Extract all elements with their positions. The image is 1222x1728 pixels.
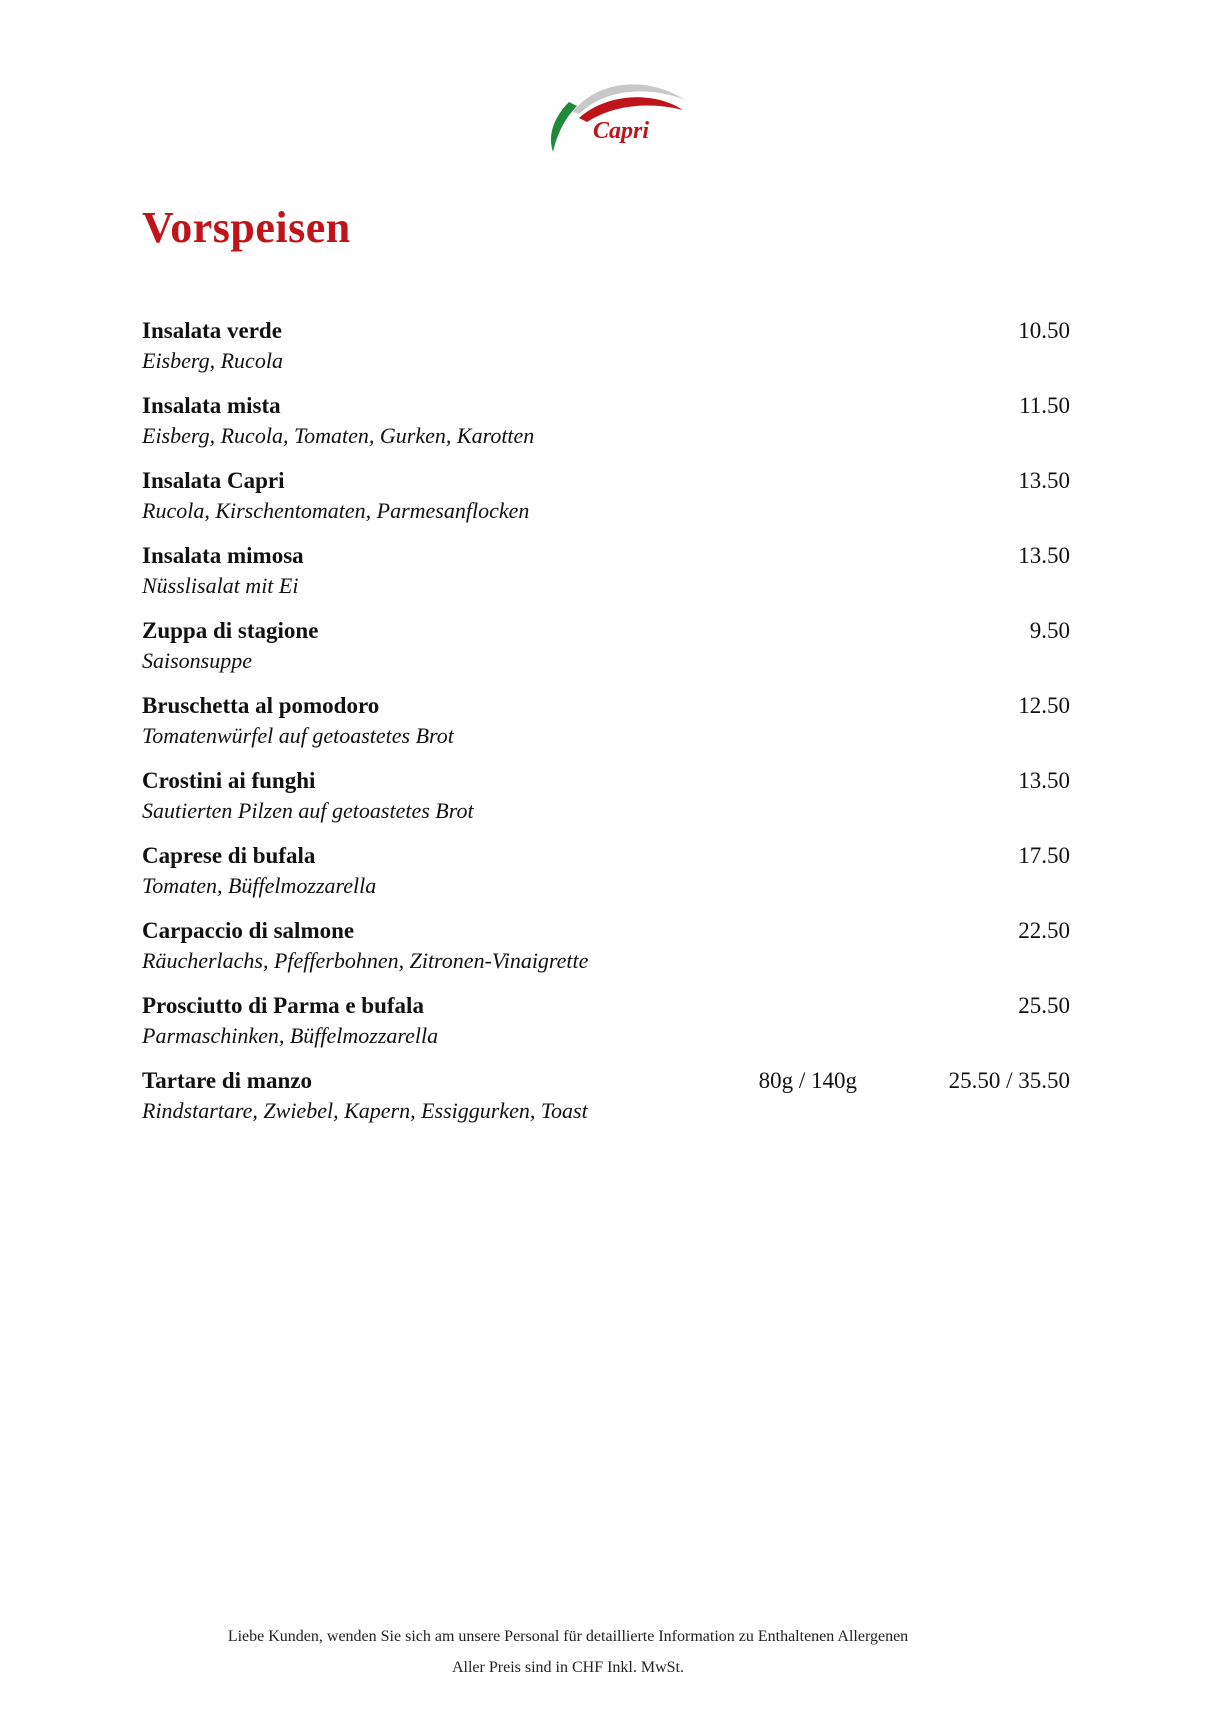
item-name: Insalata mista <box>142 393 281 418</box>
item-price: 17.50 <box>1018 843 1070 868</box>
item-price: 9.50 <box>1029 618 1070 643</box>
item-name: Insalata verde <box>142 318 282 343</box>
item-description: Räucherlachs, Pfefferbohnen, Zitronen-Vinaigrette <box>142 948 589 973</box>
menu-item <box>142 691 1070 766</box>
menu-item <box>142 766 1070 841</box>
capri-logo <box>535 72 695 156</box>
item-description: Parmaschinken, Büffelmozzarella <box>142 1023 439 1048</box>
item-price: 22.50 <box>1018 918 1070 943</box>
item-price: 13.50 <box>1018 468 1070 493</box>
item-description: Sautierten Pilzen auf getoastetes Brot <box>142 798 474 823</box>
item-description: Tomatenwürfel auf getoastetes Brot <box>142 723 454 748</box>
allergen-note: Liebe Kunden, wenden Sie sich am unsere Personal für detaillierte Information zu Enthaltenen Allergenen <box>227 1628 909 1645</box>
menu-item <box>142 841 1070 916</box>
item-name: Insalata Capri <box>142 468 285 493</box>
item-name: Tartare di manzo <box>142 1068 312 1093</box>
item-description: Rucola, Kirschentomaten, Parmesanflocken <box>142 498 530 523</box>
price-note: Aller Preis sind in CHF Inkl. MwSt. <box>451 1659 684 1676</box>
item-description: Saisonsuppe <box>142 648 252 673</box>
menu-list <box>142 316 1070 1141</box>
item-name: Caprese di bufala <box>142 843 316 868</box>
menu-item <box>142 916 1070 991</box>
item-description: Tomaten, Büffelmozzarella <box>142 873 377 898</box>
menu-item <box>142 466 1070 541</box>
menu-item <box>142 1066 1070 1141</box>
item-name: Prosciutto di Parma e bufala <box>142 993 424 1018</box>
item-size: 80g / 140g <box>758 1068 857 1093</box>
item-price: 12.50 <box>1018 693 1070 718</box>
item-description: Rindstartare, Zwiebel, Kapern, Essiggurken, Toast <box>142 1098 588 1123</box>
logo-text: Capri <box>593 118 650 144</box>
item-price: 25.50 / 35.50 <box>948 1068 1070 1093</box>
item-name: Crostini ai funghi <box>142 768 316 793</box>
item-price: 10.50 <box>1018 318 1070 343</box>
item-description: Nüsslisalat mit Ei <box>142 573 299 598</box>
item-price: 13.50 <box>1018 768 1070 793</box>
menu-item <box>142 616 1070 691</box>
page-title: Vorspeisen <box>142 203 351 252</box>
menu-item <box>142 316 1070 391</box>
item-name: Carpaccio di salmone <box>142 918 355 943</box>
item-name: Insalata mimosa <box>142 543 304 568</box>
menu-item <box>142 991 1070 1066</box>
item-name: Bruschetta al pomodoro <box>142 693 380 718</box>
capri-logo-graphic <box>535 72 695 156</box>
item-price: 11.50 <box>1019 393 1070 418</box>
menu-item <box>142 541 1070 616</box>
item-price: 25.50 <box>1018 993 1070 1018</box>
menu-item <box>142 391 1070 466</box>
item-price: 13.50 <box>1018 543 1070 568</box>
item-name: Zuppa di stagione <box>142 618 319 643</box>
item-description: Eisberg, Rucola <box>142 348 283 373</box>
item-description: Eisberg, Rucola, Tomaten, Gurken, Karotten <box>142 423 535 448</box>
